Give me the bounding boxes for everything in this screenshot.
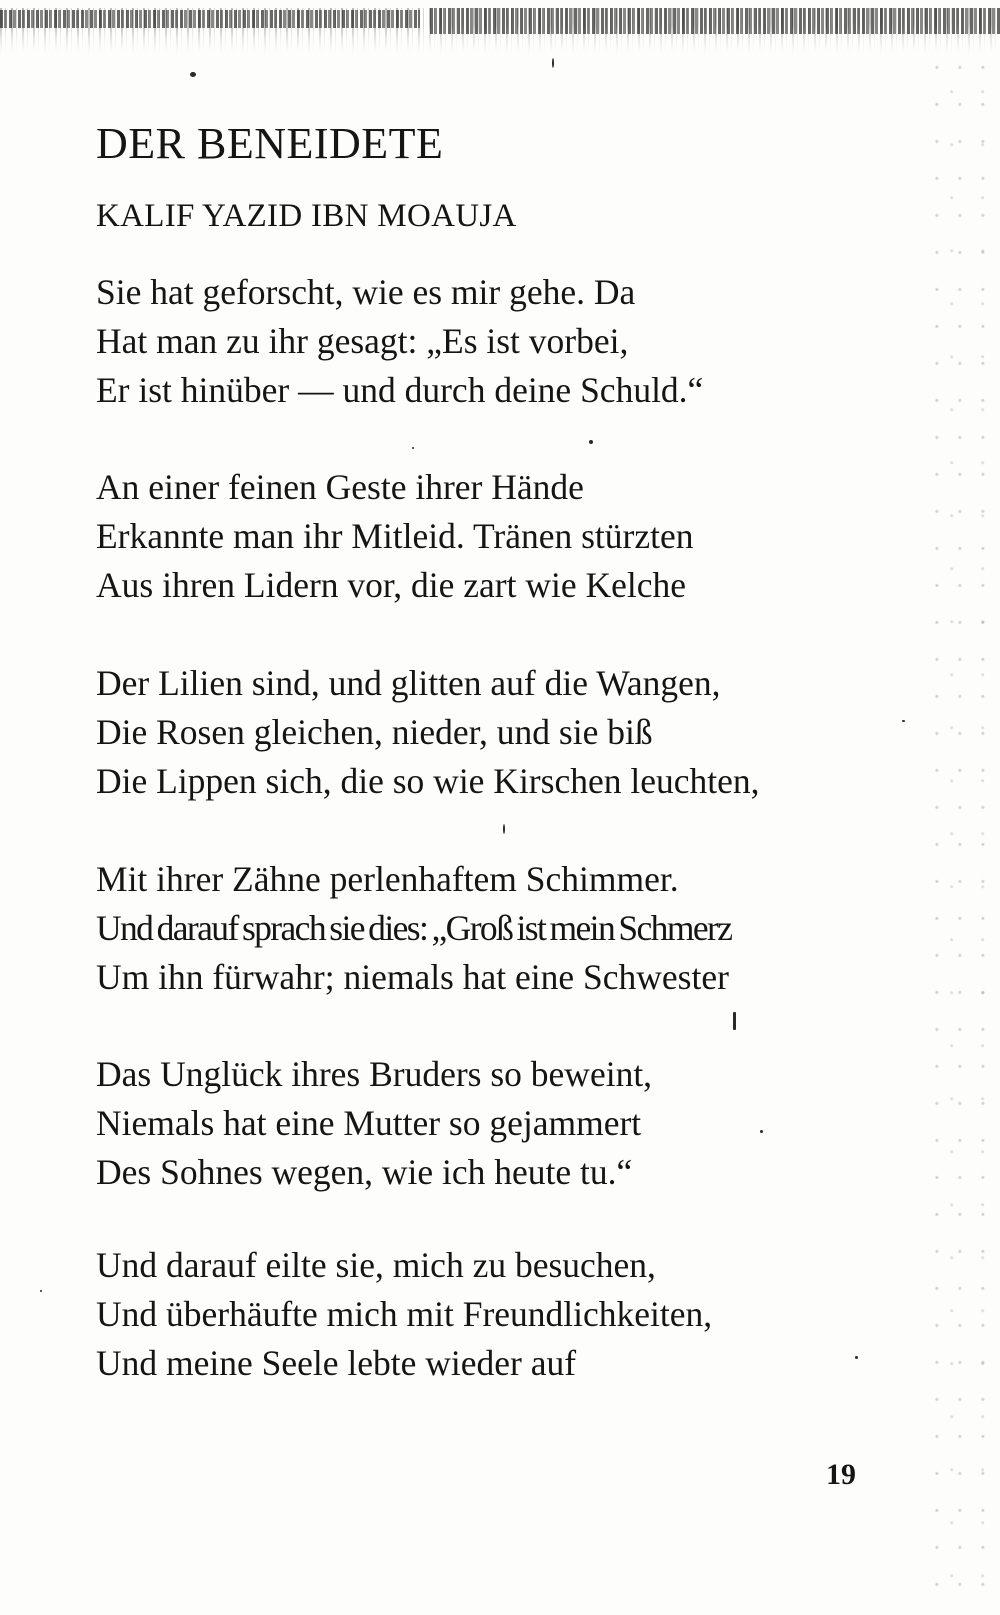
verse-line: Und überhäufte mich mit Freundlichkeiten, xyxy=(96,1294,713,1334)
stanza-5 xyxy=(96,1050,652,1197)
verse-line: Und darauf eilte sie, mich zu besuchen, xyxy=(96,1245,656,1285)
scan-speck xyxy=(503,824,505,834)
verse-line: Aus ihren Lidern vor, die zart wie Kelche xyxy=(96,565,687,605)
page-number: 19 xyxy=(826,1458,856,1491)
stanza-6 xyxy=(96,1241,712,1388)
stanza-2 xyxy=(96,463,693,610)
verse-line: Um ihn fürwahr; niemals hat eine Schwester xyxy=(96,957,729,997)
verse-line: Der Lilien sind, und glitten auf die Wangen, xyxy=(96,663,721,703)
verse-line: Des Sohnes wegen, wie ich heute tu.“ xyxy=(96,1152,633,1192)
scan-edge-right xyxy=(930,60,1000,1600)
scan-speck xyxy=(190,72,196,77)
verse-line: Sie hat geforscht, wie es mir gehe. Da xyxy=(96,272,636,312)
verse-line: Die Rosen gleichen, nieder, und sie biß xyxy=(96,712,653,752)
stanza-1 xyxy=(96,268,703,415)
verse-line: Das Unglück ihres Bruders so beweint, xyxy=(96,1054,653,1094)
verse-line: Und meine Seele lebte wieder auf xyxy=(96,1343,577,1383)
scan-edge-dark-right xyxy=(430,8,1000,34)
verse-line: Erkannte man ihr Mitleid. Tränen stürzten xyxy=(96,516,694,556)
scan-speck xyxy=(552,58,554,68)
scan-speck xyxy=(855,1356,858,1359)
verse-line: Er ist hinüber — und durch deine Schuld.“ xyxy=(96,370,704,410)
scan-speck xyxy=(733,1012,736,1030)
scan-speck xyxy=(589,440,593,444)
verse-line: Und darauf sprach sie dies: „Groß ist mein Schmerz xyxy=(96,908,732,948)
verse-line: Hat man zu ihr gesagt: „Es ist vorbei, xyxy=(96,321,629,361)
verse-line: Mit ihrer Zähne perlenhaftem Schimmer. xyxy=(96,859,679,899)
scan-speck xyxy=(412,447,414,449)
verse-line: Niemals hat eine Mutter so gejammert xyxy=(96,1103,642,1143)
poem-title: DER BENEIDETE xyxy=(96,119,444,168)
stanza-4 xyxy=(96,855,731,1002)
scan-edge-dark-left xyxy=(0,10,420,28)
poem-author: KALIF YAZID IBN MOAUJA xyxy=(96,198,517,234)
verse-line: Die Lippen sich, die so wie Kirschen leuchten, xyxy=(96,761,760,801)
scan-speck xyxy=(760,1130,763,1133)
stanza-3 xyxy=(96,659,759,806)
verse-line: An einer feinen Geste ihrer Hände xyxy=(96,467,584,507)
scan-speck xyxy=(902,720,905,722)
scan-speck xyxy=(40,1290,42,1292)
